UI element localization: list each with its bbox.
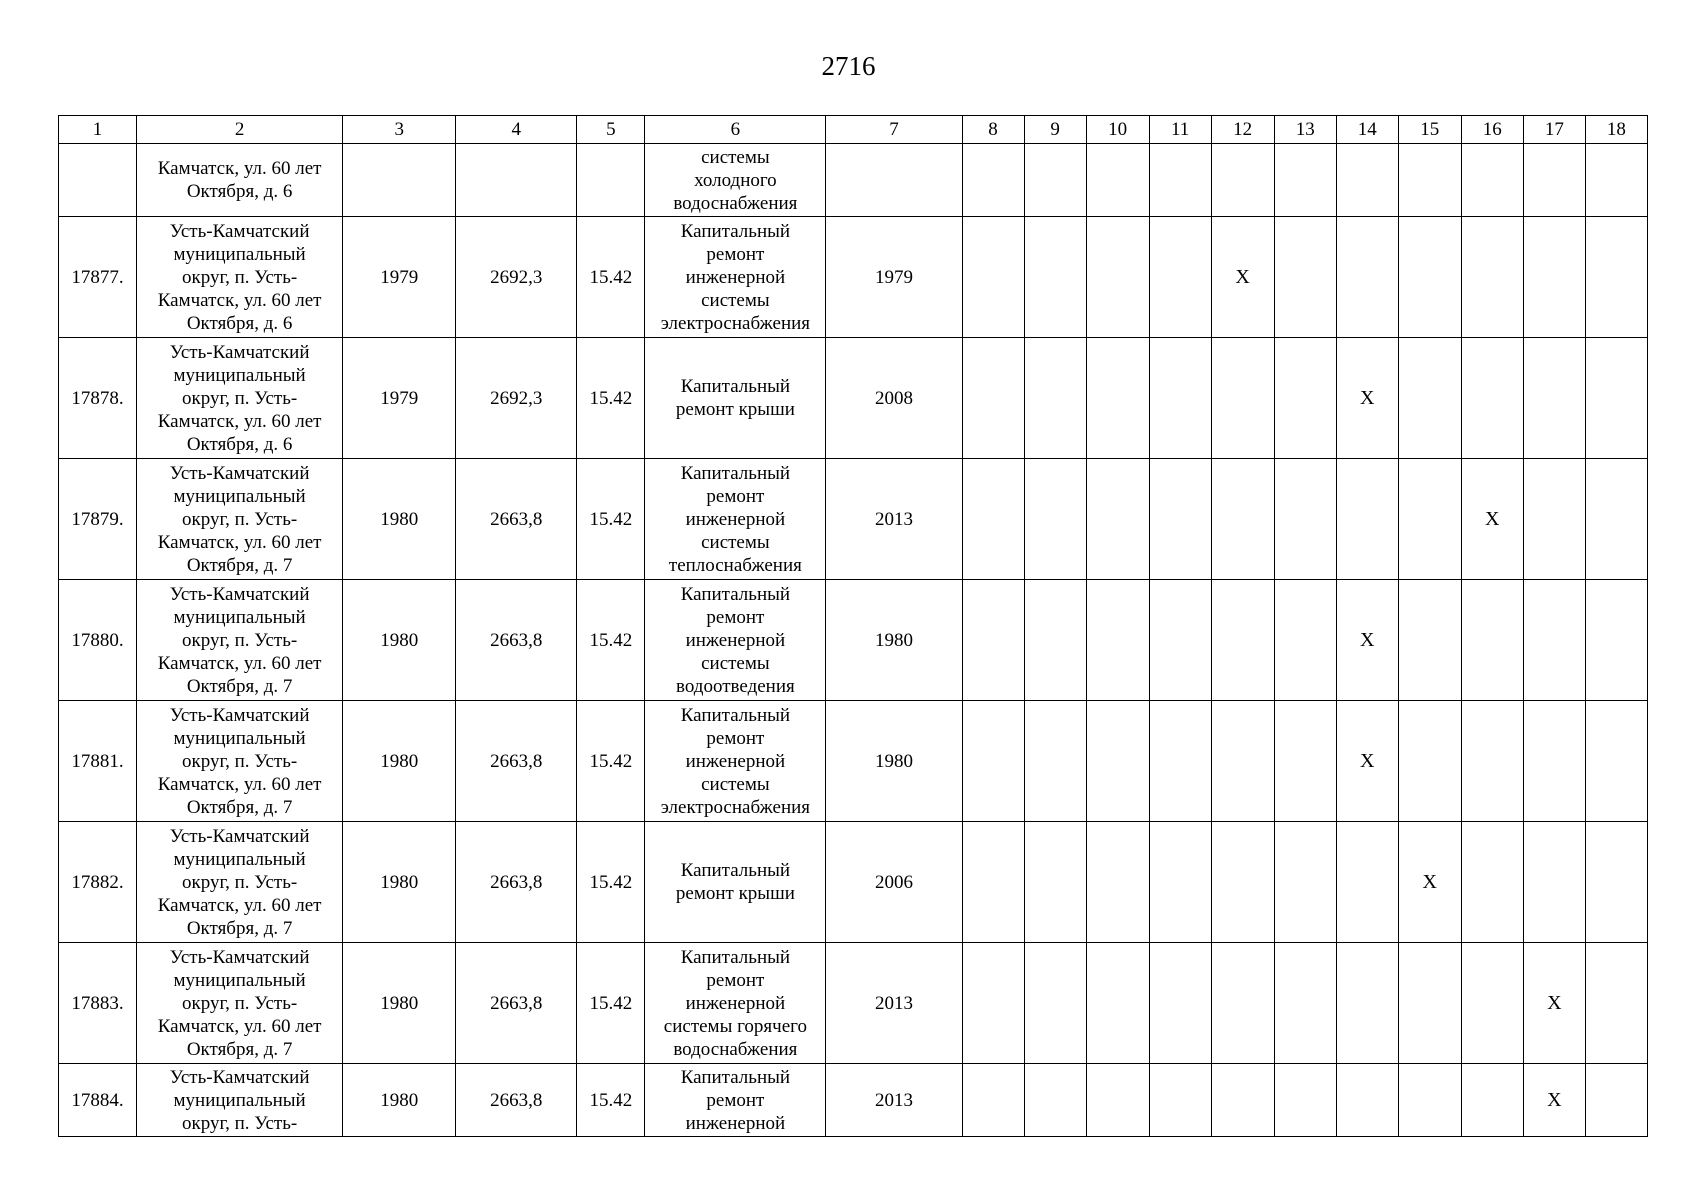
area-cell: 2663,8	[456, 943, 577, 1064]
work-year-cell	[826, 144, 962, 217]
code-cell: 15.42	[577, 701, 645, 822]
mark-cell: X	[1336, 580, 1398, 701]
table-row	[59, 338, 1648, 459]
column-number-header: 11	[1149, 116, 1211, 144]
empty-cell	[1086, 459, 1149, 580]
empty-cell	[1461, 580, 1523, 701]
empty-cell	[1523, 217, 1585, 338]
row-number-cell: 17883.	[59, 943, 137, 1064]
empty-cell	[1274, 580, 1336, 701]
empty-cell	[1585, 144, 1647, 217]
column-number-header: 4	[456, 116, 577, 144]
empty-cell	[1086, 144, 1149, 217]
year-built-cell: 1980	[343, 1064, 456, 1137]
column-number-header: 13	[1274, 116, 1336, 144]
work-type-cell: Капитальный ремонт крыши	[645, 338, 826, 459]
empty-cell	[1398, 217, 1461, 338]
work-year-cell: 2013	[826, 1064, 962, 1137]
empty-cell	[1461, 144, 1523, 217]
empty-cell	[1398, 580, 1461, 701]
area-cell: 2663,8	[456, 1064, 577, 1137]
mark-cell: X	[1523, 1064, 1585, 1137]
empty-cell	[1086, 1064, 1149, 1137]
work-year-cell: 1980	[826, 580, 962, 701]
empty-cell	[1274, 338, 1336, 459]
empty-cell	[1585, 701, 1647, 822]
empty-cell	[1274, 217, 1336, 338]
empty-cell	[1086, 217, 1149, 338]
year-built-cell: 1980	[343, 822, 456, 943]
work-year-cell: 2013	[826, 943, 962, 1064]
empty-cell	[1523, 459, 1585, 580]
empty-cell	[1274, 144, 1336, 217]
column-number-header: 1	[59, 116, 137, 144]
empty-cell	[1211, 338, 1274, 459]
work-year-cell: 1979	[826, 217, 962, 338]
empty-cell	[1024, 580, 1086, 701]
empty-cell	[1398, 459, 1461, 580]
empty-cell	[962, 459, 1024, 580]
empty-cell	[962, 1064, 1024, 1137]
empty-cell	[1585, 217, 1647, 338]
empty-cell	[1585, 459, 1647, 580]
column-number-header: 8	[962, 116, 1024, 144]
mark-cell: X	[1523, 943, 1585, 1064]
work-year-cell: 2008	[826, 338, 962, 459]
empty-cell	[1211, 1064, 1274, 1137]
empty-cell	[1149, 822, 1211, 943]
code-cell: 15.42	[577, 822, 645, 943]
column-number-header: 16	[1461, 116, 1523, 144]
address-cell: Усть-Камчатский муниципальный округ, п. Усть- Камчатск, ул. 60 лет Октября, д. 7	[137, 943, 343, 1064]
year-built-cell: 1980	[343, 701, 456, 822]
empty-cell	[1149, 217, 1211, 338]
column-number-header: 14	[1336, 116, 1398, 144]
row-number-cell: 17884.	[59, 1064, 137, 1137]
address-cell: Усть-Камчатский муниципальный округ, п. Усть- Камчатск, ул. 60 лет Октября, д. 6	[137, 338, 343, 459]
year-built-cell: 1980	[343, 459, 456, 580]
empty-cell	[1398, 943, 1461, 1064]
empty-cell	[1274, 701, 1336, 822]
address-cell: Усть-Камчатский муниципальный округ, п. Усть- Камчатск, ул. 60 лет Октября, д. 6	[137, 217, 343, 338]
area-cell: 2663,8	[456, 822, 577, 943]
year-built-cell: 1980	[343, 943, 456, 1064]
code-cell: 15.42	[577, 459, 645, 580]
column-number-row	[59, 116, 1648, 144]
address-cell: Усть-Камчатский муниципальный округ, п. Усть- Камчатск, ул. 60 лет Октября, д. 7	[137, 580, 343, 701]
area-cell: 2692,3	[456, 217, 577, 338]
empty-cell	[1274, 822, 1336, 943]
column-number-header: 2	[137, 116, 343, 144]
column-number-header: 5	[577, 116, 645, 144]
address-cell: Усть-Камчатский муниципальный округ, п. Усть- Камчатск, ул. 60 лет Октября, д. 7	[137, 459, 343, 580]
empty-cell	[962, 822, 1024, 943]
code-cell	[577, 144, 645, 217]
empty-cell	[1336, 144, 1398, 217]
empty-cell	[1024, 459, 1086, 580]
empty-cell	[1461, 338, 1523, 459]
empty-cell	[1523, 822, 1585, 943]
work-type-cell: Капитальный ремонт крыши	[645, 822, 826, 943]
empty-cell	[1086, 822, 1149, 943]
address-cell: Усть-Камчатский муниципальный округ, п. Усть- Камчатск, ул. 60 лет Октября, д. 7	[137, 822, 343, 943]
empty-cell	[1086, 338, 1149, 459]
empty-cell	[1211, 701, 1274, 822]
address-cell: Усть-Камчатский муниципальный округ, п. Усть- Камчатск, ул. 60 лет Октября, д. 7	[137, 701, 343, 822]
empty-cell	[1149, 701, 1211, 822]
area-cell: 2663,8	[456, 459, 577, 580]
empty-cell	[1024, 1064, 1086, 1137]
empty-cell	[1149, 338, 1211, 459]
table-row	[59, 144, 1648, 217]
empty-cell	[1398, 144, 1461, 217]
row-number-cell: 17880.	[59, 580, 137, 701]
empty-cell	[1149, 580, 1211, 701]
empty-cell	[1461, 822, 1523, 943]
table-row	[59, 822, 1648, 943]
table-row	[59, 217, 1648, 338]
address-cell: Камчатск, ул. 60 лет Октября, д. 6	[137, 144, 343, 217]
work-type-cell: Капитальный ремонт инженерной системы водоотведения	[645, 580, 826, 701]
empty-cell	[1398, 1064, 1461, 1137]
empty-cell	[1149, 1064, 1211, 1137]
empty-cell	[1024, 144, 1086, 217]
empty-cell	[1024, 822, 1086, 943]
empty-cell	[1211, 822, 1274, 943]
work-type-cell: Капитальный ремонт инженерной	[645, 1064, 826, 1137]
empty-cell	[1024, 943, 1086, 1064]
column-number-header: 7	[826, 116, 962, 144]
code-cell: 15.42	[577, 338, 645, 459]
mark-cell: X	[1211, 217, 1274, 338]
column-number-header: 3	[343, 116, 456, 144]
row-number-cell: 17877.	[59, 217, 137, 338]
table-row	[59, 459, 1648, 580]
year-built-cell: 1979	[343, 338, 456, 459]
registry-table	[58, 115, 1648, 1137]
table-row	[59, 580, 1648, 701]
empty-cell	[1461, 217, 1523, 338]
empty-cell	[1398, 338, 1461, 459]
work-type-cell: Капитальный ремонт инженерной системы электроснабжения	[645, 217, 826, 338]
empty-cell	[1211, 943, 1274, 1064]
address-cell: Усть-Камчатский муниципальный округ, п. Усть-	[137, 1064, 343, 1137]
work-year-cell: 2013	[826, 459, 962, 580]
table-row	[59, 701, 1648, 822]
empty-cell	[1461, 943, 1523, 1064]
row-number-cell: 17882.	[59, 822, 137, 943]
empty-cell	[1274, 459, 1336, 580]
empty-cell	[1585, 580, 1647, 701]
area-cell: 2663,8	[456, 701, 577, 822]
empty-cell	[1149, 144, 1211, 217]
empty-cell	[1336, 217, 1398, 338]
year-built-cell: 1979	[343, 217, 456, 338]
row-number-cell: 17879.	[59, 459, 137, 580]
work-type-cell: Капитальный ремонт инженерной системы электроснабжения	[645, 701, 826, 822]
empty-cell	[1086, 580, 1149, 701]
table-row	[59, 943, 1648, 1064]
code-cell: 15.42	[577, 943, 645, 1064]
empty-cell	[1274, 1064, 1336, 1137]
empty-cell	[1336, 1064, 1398, 1137]
empty-cell	[1024, 217, 1086, 338]
empty-cell	[962, 217, 1024, 338]
column-number-header: 6	[645, 116, 826, 144]
code-cell: 15.42	[577, 1064, 645, 1137]
work-type-cell: системы холодного водоснабжения	[645, 144, 826, 217]
work-year-cell: 2006	[826, 822, 962, 943]
empty-cell	[1086, 943, 1149, 1064]
empty-cell	[1398, 701, 1461, 822]
empty-cell	[1149, 459, 1211, 580]
row-number-cell: 17881.	[59, 701, 137, 822]
mark-cell: X	[1398, 822, 1461, 943]
empty-cell	[962, 701, 1024, 822]
empty-cell	[1461, 1064, 1523, 1137]
empty-cell	[962, 943, 1024, 1064]
empty-cell	[962, 338, 1024, 459]
column-number-header: 9	[1024, 116, 1086, 144]
empty-cell	[1211, 580, 1274, 701]
empty-cell	[1149, 943, 1211, 1064]
area-cell	[456, 144, 577, 217]
empty-cell	[1585, 1064, 1647, 1137]
column-number-header: 15	[1398, 116, 1461, 144]
year-built-cell: 1980	[343, 580, 456, 701]
year-built-cell	[343, 144, 456, 217]
work-type-cell: Капитальный ремонт инженерной системы теплоснабжения	[645, 459, 826, 580]
row-number-cell: 17878.	[59, 338, 137, 459]
column-number-header: 12	[1211, 116, 1274, 144]
code-cell: 15.42	[577, 580, 645, 701]
empty-cell	[1523, 580, 1585, 701]
row-number-cell	[59, 144, 137, 217]
table-row	[59, 1064, 1648, 1137]
empty-cell	[1024, 701, 1086, 822]
page-number: 2716	[821, 51, 876, 81]
area-cell: 2692,3	[456, 338, 577, 459]
empty-cell	[962, 580, 1024, 701]
empty-cell	[1523, 701, 1585, 822]
empty-cell	[1336, 459, 1398, 580]
empty-cell	[1461, 701, 1523, 822]
empty-cell	[1211, 459, 1274, 580]
column-number-header: 17	[1523, 116, 1585, 144]
empty-cell	[1336, 943, 1398, 1064]
empty-cell	[962, 144, 1024, 217]
column-number-header: 10	[1086, 116, 1149, 144]
area-cell: 2663,8	[456, 580, 577, 701]
empty-cell	[1274, 943, 1336, 1064]
column-number-header: 18	[1585, 116, 1647, 144]
empty-cell	[1211, 144, 1274, 217]
code-cell: 15.42	[577, 217, 645, 338]
mark-cell: X	[1461, 459, 1523, 580]
empty-cell	[1086, 701, 1149, 822]
empty-cell	[1585, 943, 1647, 1064]
empty-cell	[1523, 144, 1585, 217]
empty-cell	[1024, 338, 1086, 459]
mark-cell: X	[1336, 338, 1398, 459]
work-year-cell: 1980	[826, 701, 962, 822]
empty-cell	[1585, 822, 1647, 943]
empty-cell	[1523, 338, 1585, 459]
empty-cell	[1585, 338, 1647, 459]
mark-cell: X	[1336, 701, 1398, 822]
empty-cell	[1336, 822, 1398, 943]
work-type-cell: Капитальный ремонт инженерной системы горячего водоснабжения	[645, 943, 826, 1064]
